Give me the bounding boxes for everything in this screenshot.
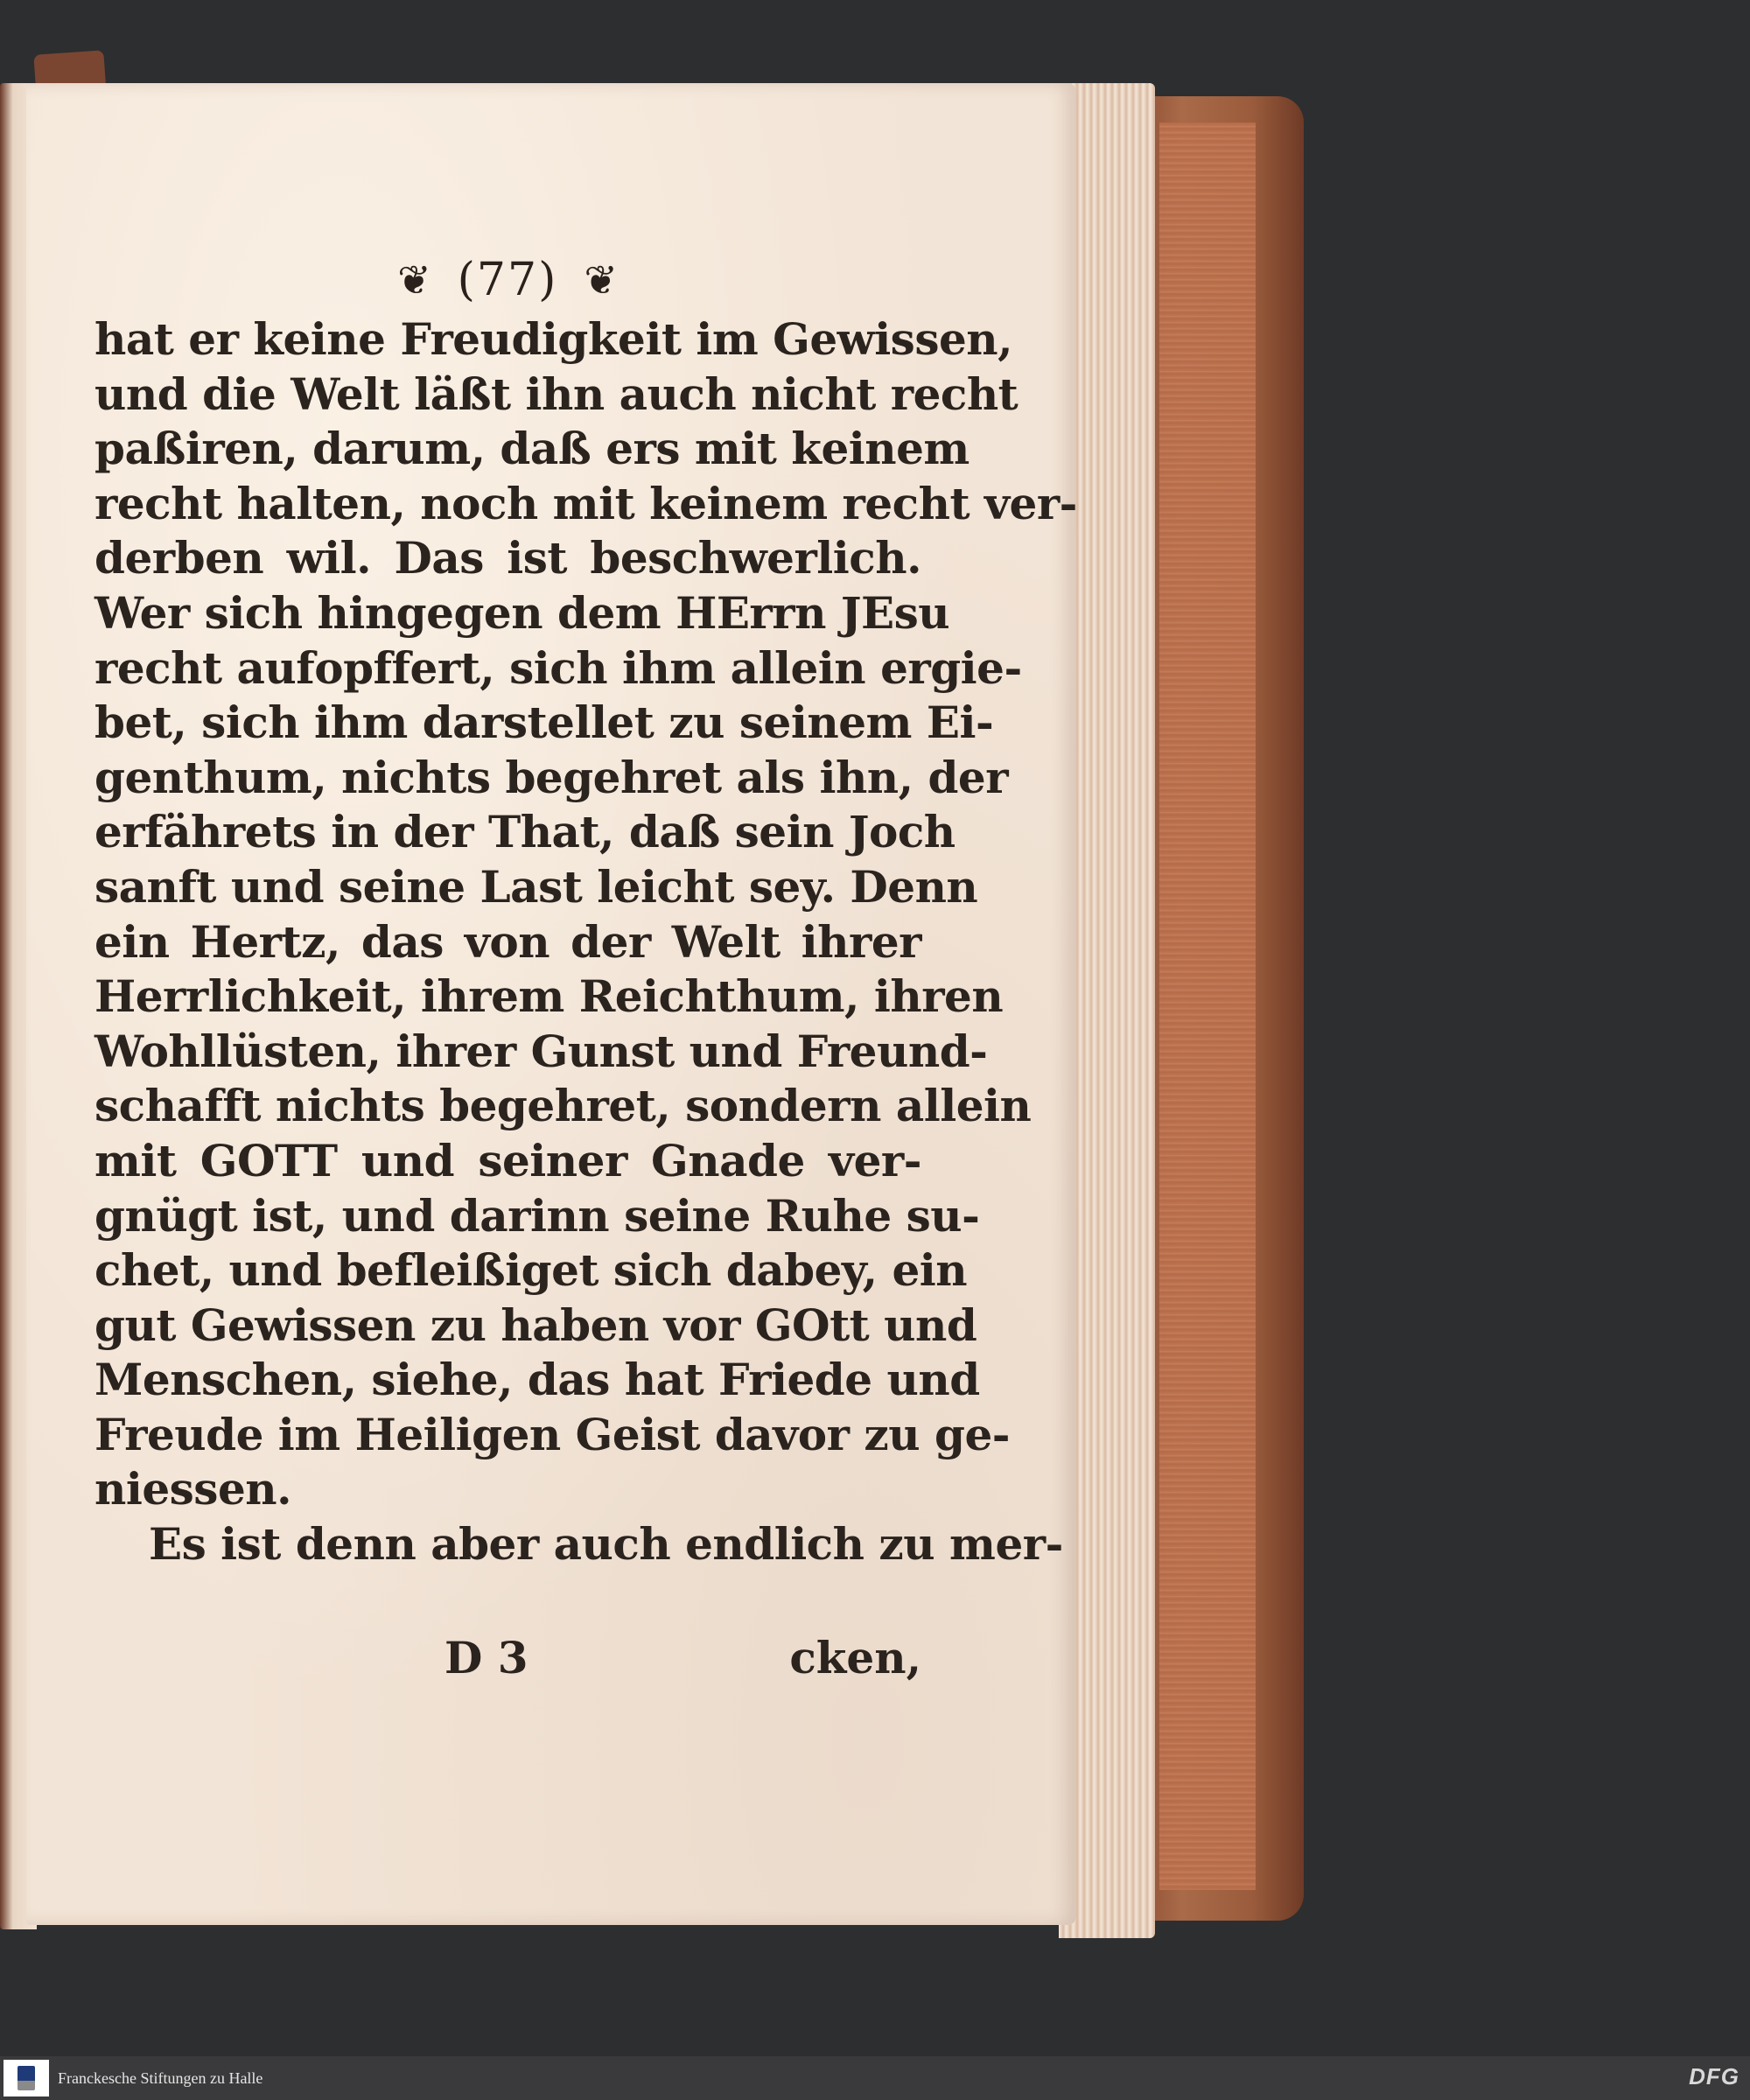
text-line: derben wil. Das ist beschwerlich.: [94, 532, 921, 584]
funder-logo: DFG: [1689, 2063, 1740, 2090]
text-line: niessen.: [94, 1463, 292, 1516]
text-line: sanft und seine Last leicht sey. Denn: [94, 860, 978, 913]
text-line: recht aufopffert, sich ihm allein ergie-: [94, 641, 1022, 694]
text-line: Menschen, siehe, das hat Friede und: [94, 1354, 980, 1406]
page-footer: [94, 1632, 921, 1693]
catchword: cken,: [789, 1632, 921, 1684]
page-header: [298, 249, 718, 311]
page-block-edge: [1159, 122, 1256, 1890]
ornament-left-icon: ❦: [397, 256, 431, 304]
institution-logo: [4, 2060, 49, 2096]
text-line: Freude im Heiligen Geist davor zu ge-: [94, 1408, 1011, 1460]
text-line: genthum, nichts begehret als ihn, der: [94, 751, 1009, 803]
text-line: recht halten, noch mit keinem recht ver-: [94, 477, 1077, 529]
viewer-footer-bar: [0, 2056, 1750, 2100]
text-line: schafft nichts begehret, sondern allein: [94, 1080, 1032, 1132]
text-line: Wer sich hingegen dem HErrn JEsu: [94, 586, 950, 639]
ornament-right-icon: ❦: [584, 256, 618, 304]
text-line: Wohllüsten, ihrer Gunst und Freund-: [94, 1025, 988, 1077]
text-line: bet, sich ihm darstellet zu seinem Ei-: [94, 696, 994, 749]
institution-name: Franckesche Stiftungen zu Halle: [58, 2068, 263, 2087]
page-number: (77): [457, 254, 558, 306]
page-text: [94, 312, 1077, 1572]
text-line: paßiren, darum, daß ers mit keinem: [94, 423, 970, 475]
book-page: [26, 83, 1076, 1925]
text-line: gnügt ist, und darinn seine Ruhe su-: [94, 1189, 980, 1242]
text-line: ein Hertz, das von der Welt ihrer: [94, 915, 921, 968]
text-line: chet, und befleißiget sich dabey, ein: [94, 1244, 968, 1297]
text-line: mit GOTT und seiner Gnade ver-: [94, 1134, 921, 1186]
text-line: hat er keine Freudigkeit im Gewissen,: [94, 313, 1013, 365]
text-line: erfährets in der That, daß sein Joch: [94, 806, 956, 858]
signature-mark: D 3: [444, 1632, 528, 1684]
text-line: gut Gewissen zu haben vor GOtt und: [94, 1298, 977, 1351]
text-line: Herrlichkeit, ihrem Reichthum, ihren: [94, 970, 1004, 1023]
text-line: und die Welt läßt ihn auch nicht recht: [94, 368, 1018, 420]
institution-logo-icon: [18, 2066, 35, 2090]
text-line: Es ist denn aber auch endlich zu mer-: [149, 1518, 1063, 1571]
